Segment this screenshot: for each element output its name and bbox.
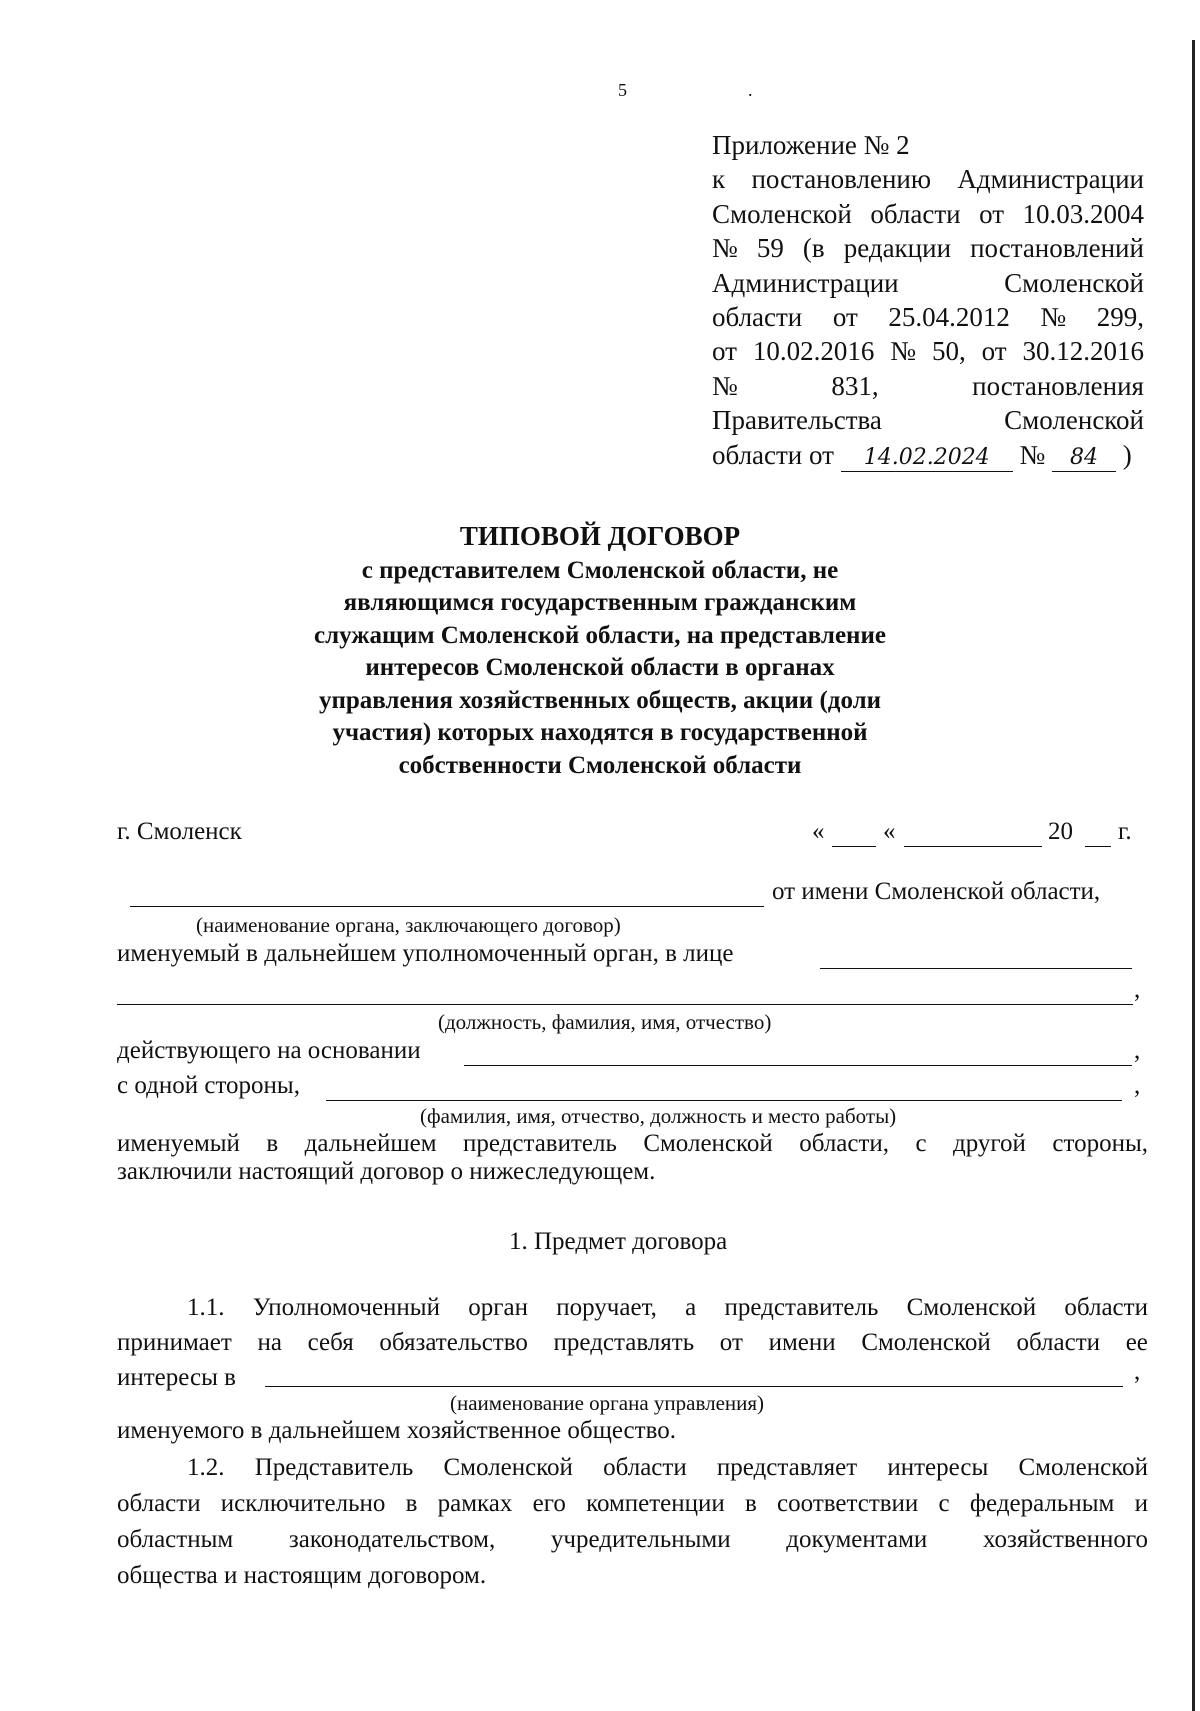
- appendix-line: [712, 162, 1144, 196]
- position-name-blank: [117, 1004, 1133, 1005]
- word: №: [712, 370, 738, 401]
- word: рамках: [437, 1490, 513, 1517]
- word: в: [405, 1490, 418, 1517]
- paragraph-line: [117, 1486, 1148, 1522]
- clause-1-1: [117, 1290, 1148, 1395]
- word: представитель: [724, 1294, 879, 1321]
- word: законодательством,: [288, 1526, 496, 1553]
- word: орган: [468, 1294, 528, 1321]
- word: стороны,: [1052, 1130, 1148, 1157]
- word: редакции: [843, 233, 952, 264]
- word: ее: [1125, 1329, 1148, 1356]
- clause-1-2: [117, 1450, 1148, 1594]
- word: 299,: [1096, 302, 1144, 333]
- representative-blank: [326, 1100, 1122, 1101]
- word: Правительства: [712, 405, 882, 436]
- word: представляет: [716, 1454, 858, 1481]
- word: учредительными: [550, 1526, 731, 1553]
- word: 59: [756, 233, 784, 264]
- word: соответствии: [777, 1490, 919, 1517]
- word: от: [719, 1329, 743, 1356]
- word: №: [712, 233, 738, 264]
- word: исключительно: [220, 1490, 386, 1517]
- title-line: собственности Смоленской области: [398, 751, 802, 779]
- named-representative-paragraph: [117, 1130, 1148, 1186]
- appendix-line: [712, 266, 1144, 300]
- caption-organ: (наименование органа, заключающего договор): [196, 913, 621, 937]
- date-quote-open: «: [812, 818, 825, 845]
- appendix-last-line: [712, 438, 1144, 472]
- acting-basis-text: действующего на основании: [117, 1037, 421, 1064]
- word: интересы: [887, 1454, 989, 1481]
- paragraph-line: [117, 1522, 1148, 1558]
- comma: ,: [1134, 976, 1141, 1003]
- word: №: [890, 336, 917, 367]
- word: а: [685, 1294, 697, 1321]
- word: Смоленской: [906, 1294, 1037, 1321]
- paragraph-line: интересы в: [117, 1364, 236, 1391]
- word: 1.2.: [187, 1454, 225, 1481]
- city-name: г. Смоленск: [117, 818, 242, 845]
- word: области: [117, 1490, 201, 1517]
- title-line: управления хозяйственных обществ, акции (доли: [318, 686, 882, 714]
- representative-person-blank: [820, 968, 1132, 969]
- date-year-prefix: 20: [1048, 818, 1073, 845]
- acting-basis-blank: [464, 1065, 1132, 1066]
- word: хозяйственного: [983, 1526, 1148, 1553]
- date-year-blank: [1085, 846, 1111, 847]
- word: федеральным: [969, 1490, 1115, 1517]
- word: 30.12.2016: [1022, 336, 1144, 367]
- word: 831,: [831, 370, 879, 401]
- appendix-line: [712, 403, 1144, 437]
- date-quote-close: «: [883, 818, 896, 845]
- paragraph-line: [117, 1450, 1148, 1486]
- handwritten-number: 84: [1052, 445, 1116, 472]
- appendix-line: [712, 197, 1144, 231]
- title-line: участия) которых находятся в государственной: [332, 719, 868, 746]
- title-main: ТИПОВОЙ ДОГОВОР: [459, 521, 741, 551]
- closing-paren: ): [1122, 439, 1132, 470]
- on-behalf-text: от имени Смоленской области,: [772, 878, 1101, 905]
- appendix-line: [712, 334, 1144, 368]
- comma: ,: [1134, 1358, 1141, 1385]
- word: области: [603, 1454, 687, 1481]
- page-number: 5: [618, 80, 627, 100]
- title-line: с представителем Смоленской области, не: [361, 556, 839, 584]
- word: к: [712, 164, 726, 195]
- word: Смоленской: [443, 1454, 573, 1481]
- word: 1.1.: [187, 1294, 225, 1321]
- word: Смоленской: [712, 198, 852, 229]
- comma: ,: [1134, 1037, 1141, 1064]
- word: от: [979, 198, 1005, 229]
- word: другой: [953, 1130, 1026, 1157]
- word: постановлений: [970, 233, 1144, 264]
- number-sign: №: [1019, 439, 1046, 470]
- word: 25.04.2012: [888, 302, 1010, 333]
- word: Администрации: [712, 267, 899, 298]
- appendix-line: [712, 231, 1144, 265]
- word: области: [712, 302, 803, 333]
- word: именуемый: [117, 1130, 240, 1157]
- word: имени: [768, 1329, 836, 1356]
- section-heading: 1. Предмет договора: [509, 1228, 728, 1255]
- organ-name-blank: [130, 906, 764, 907]
- word: от: [832, 302, 858, 333]
- page-dot: .: [748, 80, 753, 100]
- word: Смоленской: [643, 1130, 773, 1157]
- word: дальнейшем: [304, 1130, 437, 1157]
- word: его: [532, 1490, 566, 1517]
- word: №: [1040, 302, 1067, 333]
- date-year-suffix: г.: [1118, 818, 1132, 845]
- paragraph-line: [117, 1325, 1148, 1360]
- named-organ-text: именуемый в дальнейшем уполномоченный орган, в лице: [117, 940, 734, 967]
- title-line: интересов Смоленской области в органах: [365, 654, 835, 681]
- word: с: [938, 1490, 950, 1517]
- word: в: [266, 1130, 279, 1157]
- handwritten-date: 14.02.2024: [841, 445, 1013, 472]
- word: Уполномоченный: [252, 1294, 440, 1321]
- paragraph-line: [117, 1130, 1148, 1158]
- title-line: служащим Смоленской области, на представление: [314, 621, 886, 649]
- paragraph-line: именуемого в дальнейшем хозяйственное общество.: [117, 1417, 676, 1444]
- paragraph-line: заключили настоящий договор о нижеследующем.: [117, 1158, 656, 1185]
- word: Администрации: [957, 164, 1144, 195]
- document-title: [140, 520, 1060, 782]
- governing-body-blank: [265, 1386, 1123, 1387]
- word: Представитель: [254, 1454, 414, 1481]
- word: области: [1016, 1329, 1101, 1356]
- word: 50,: [931, 336, 966, 367]
- word: принимает: [117, 1329, 232, 1356]
- date-day-blank: [832, 846, 876, 847]
- word: на: [257, 1329, 282, 1356]
- scan-edge-line: [1192, 40, 1195, 1711]
- word: и: [1134, 1490, 1148, 1517]
- word: Смоленской: [861, 1329, 991, 1356]
- appendix-line: [712, 369, 1144, 403]
- word: от: [981, 336, 1007, 367]
- appendix-block: [712, 128, 1144, 472]
- one-side-text: с одной стороны,: [117, 1072, 300, 1099]
- word: области: [1064, 1294, 1148, 1321]
- appendix-last-prefix: области от: [712, 439, 834, 470]
- word: постановления: [972, 370, 1144, 401]
- word: Смоленской: [1004, 267, 1144, 298]
- word: 10.03.2004: [1022, 198, 1144, 229]
- caption-person: (должность, фамилия, имя, отчество): [438, 1010, 772, 1034]
- word: Смоленской: [1004, 405, 1144, 436]
- word: области,: [799, 1130, 890, 1157]
- caption-governing-body: (наименование органа управления): [450, 1391, 765, 1415]
- word: постановлению: [751, 164, 932, 195]
- paragraph-line: общества и настоящим договором.: [117, 1562, 487, 1589]
- appendix-line: Приложение № 2: [712, 130, 910, 160]
- word: компетенции: [586, 1490, 725, 1517]
- word: в: [745, 1490, 757, 1517]
- word: областным: [117, 1526, 234, 1553]
- appendix-line: [712, 300, 1144, 334]
- word: (в: [802, 233, 825, 264]
- word: 10.02.2016: [752, 336, 875, 367]
- date-month-blank: [904, 846, 1042, 847]
- word: области: [870, 198, 961, 229]
- word: представлять: [553, 1329, 695, 1356]
- word: поручает,: [556, 1294, 657, 1321]
- word: Смоленской: [1018, 1454, 1148, 1481]
- caption-representative: (фамилия, имя, отчество, должность и место работы): [420, 1104, 897, 1128]
- word: обязательство: [379, 1329, 528, 1356]
- paragraph-line: [117, 1290, 1148, 1325]
- word: с: [915, 1130, 927, 1157]
- comma: ,: [1134, 1072, 1141, 1099]
- word: представитель: [463, 1130, 617, 1157]
- word: себя: [307, 1329, 354, 1356]
- title-line: являющимся государственным гражданским: [343, 589, 857, 616]
- word: от: [712, 336, 737, 367]
- word: документами: [786, 1526, 928, 1553]
